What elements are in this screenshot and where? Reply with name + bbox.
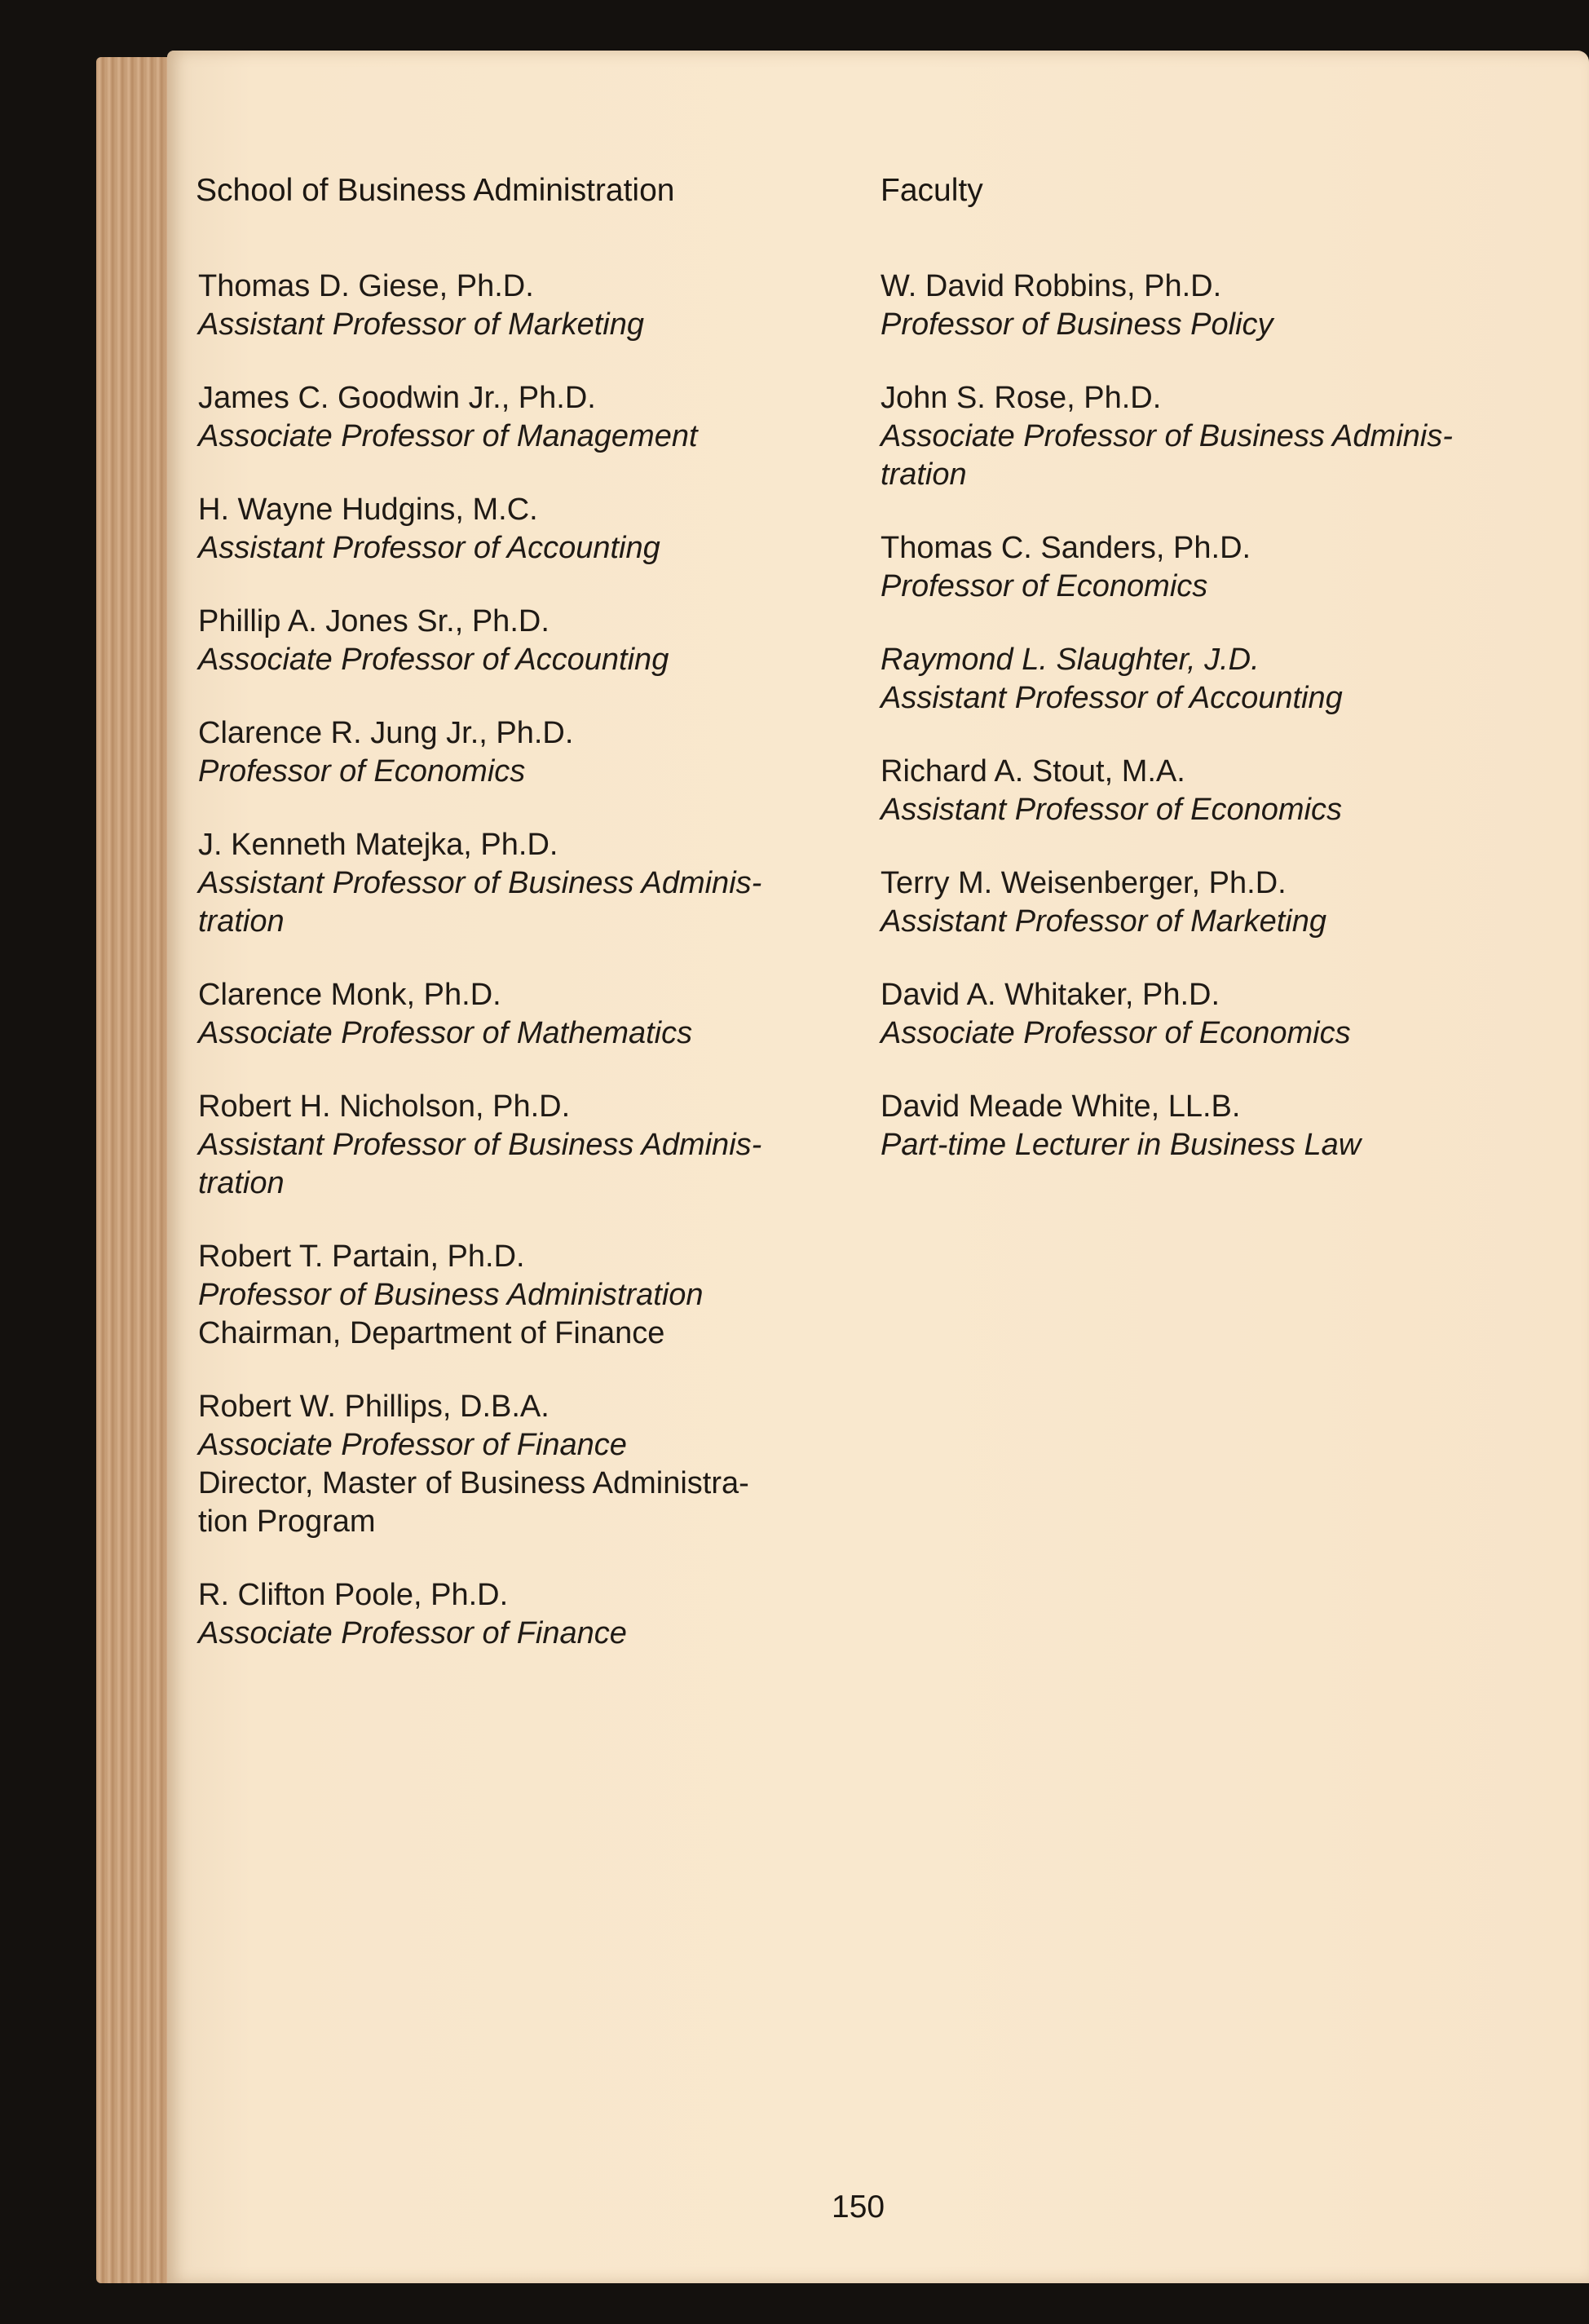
faculty-entry (198, 714, 850, 791)
faculty-name: Raymond L. Slaughter, J.D. (881, 643, 1260, 677)
faculty-name: Phillip A. Jones Sr., Ph.D. (198, 604, 550, 638)
faculty-title: Associate Professor of Economics (881, 1016, 1351, 1050)
section-header: School of Business Administration (196, 173, 675, 208)
faculty-entry (881, 529, 1533, 606)
faculty-name: Robert T. Partain, Ph.D. (198, 1239, 525, 1274)
faculty-name: Robert W. Phillips, D.B.A. (198, 1390, 550, 1424)
faculty-title: Assistant Professor of Business Adminis- tration (198, 1128, 762, 1200)
faculty-name: David Meade White, LL.B. (881, 1089, 1241, 1124)
faculty-title: Associate Professor of Business Adminis- tration (881, 419, 1453, 492)
faculty-title: Associate Professor of Finance (198, 1428, 627, 1462)
faculty-name: Thomas C. Sanders, Ph.D. (881, 531, 1251, 565)
faculty-entry (198, 976, 850, 1053)
faculty-title: Associate Professor of Management (198, 419, 698, 453)
faculty-title: Part-time Lecturer in Business Law (881, 1128, 1362, 1162)
faculty-entry (198, 826, 850, 941)
faculty-title: Professor of Economics (881, 569, 1208, 603)
faculty-name: J. Kenneth Matejka, Ph.D. (198, 828, 558, 862)
faculty-name: John S. Rose, Ph.D. (881, 381, 1162, 415)
faculty-entry (198, 491, 850, 568)
faculty-title: Assistant Professor of Marketing (198, 307, 644, 342)
faculty-title: Assistant Professor of Accounting (881, 681, 1343, 715)
faculty-entry (198, 1388, 850, 1541)
faculty-entry (881, 641, 1533, 718)
left-column (198, 267, 850, 1688)
faculty-role: Chairman, Department of Finance (198, 1316, 665, 1350)
faculty-name: W. David Robbins, Ph.D. (881, 269, 1222, 303)
faculty-name: H. Wayne Hudgins, M.C. (198, 493, 538, 527)
faculty-entry (198, 379, 850, 456)
right-column (881, 267, 1533, 1200)
faculty-entry (881, 976, 1533, 1053)
faculty-entry (881, 379, 1533, 494)
faculty-name: Robert H. Nicholson, Ph.D. (198, 1089, 571, 1124)
faculty-name: Richard A. Stout, M.A. (881, 754, 1185, 789)
faculty-title: Professor of Business Policy (881, 307, 1273, 342)
faculty-title: Associate Professor of Mathematics (198, 1016, 693, 1050)
faculty-name: David A. Whitaker, Ph.D. (881, 978, 1220, 1012)
faculty-entry (198, 1088, 850, 1203)
faculty-name: Thomas D. Giese, Ph.D. (198, 269, 534, 303)
page-header: Faculty (881, 173, 983, 208)
faculty-entry (881, 864, 1533, 941)
page-number: 150 (832, 2189, 885, 2225)
faculty-title: Professor of Business Administration (198, 1278, 704, 1312)
faculty-entry (198, 1576, 850, 1653)
faculty-title: Assistant Professor of Accounting (198, 531, 660, 565)
faculty-name: James C. Goodwin Jr., Ph.D. (198, 381, 596, 415)
faculty-name: Terry M. Weisenberger, Ph.D. (881, 866, 1287, 900)
faculty-entry (881, 753, 1533, 829)
faculty-title: Assistant Professor of Business Adminis- tration (198, 866, 762, 939)
faculty-title: Professor of Economics (198, 754, 526, 789)
faculty-name: Clarence Monk, Ph.D. (198, 978, 501, 1012)
faculty-name: Clarence R. Jung Jr., Ph.D. (198, 716, 574, 750)
faculty-role: Director, Master of Business Administra- tion Program (198, 1466, 749, 1539)
faculty-entry (198, 603, 850, 679)
faculty-title: Associate Professor of Accounting (198, 643, 669, 677)
faculty-title: Assistant Professor of Economics (881, 793, 1342, 827)
faculty-entry (881, 267, 1533, 344)
faculty-entry (198, 1238, 850, 1353)
faculty-entry (881, 1088, 1533, 1164)
faculty-title: Associate Professor of Finance (198, 1616, 627, 1650)
faculty-entry (198, 267, 850, 344)
faculty-name: R. Clifton Poole, Ph.D. (198, 1578, 509, 1612)
faculty-title: Assistant Professor of Marketing (881, 904, 1326, 939)
